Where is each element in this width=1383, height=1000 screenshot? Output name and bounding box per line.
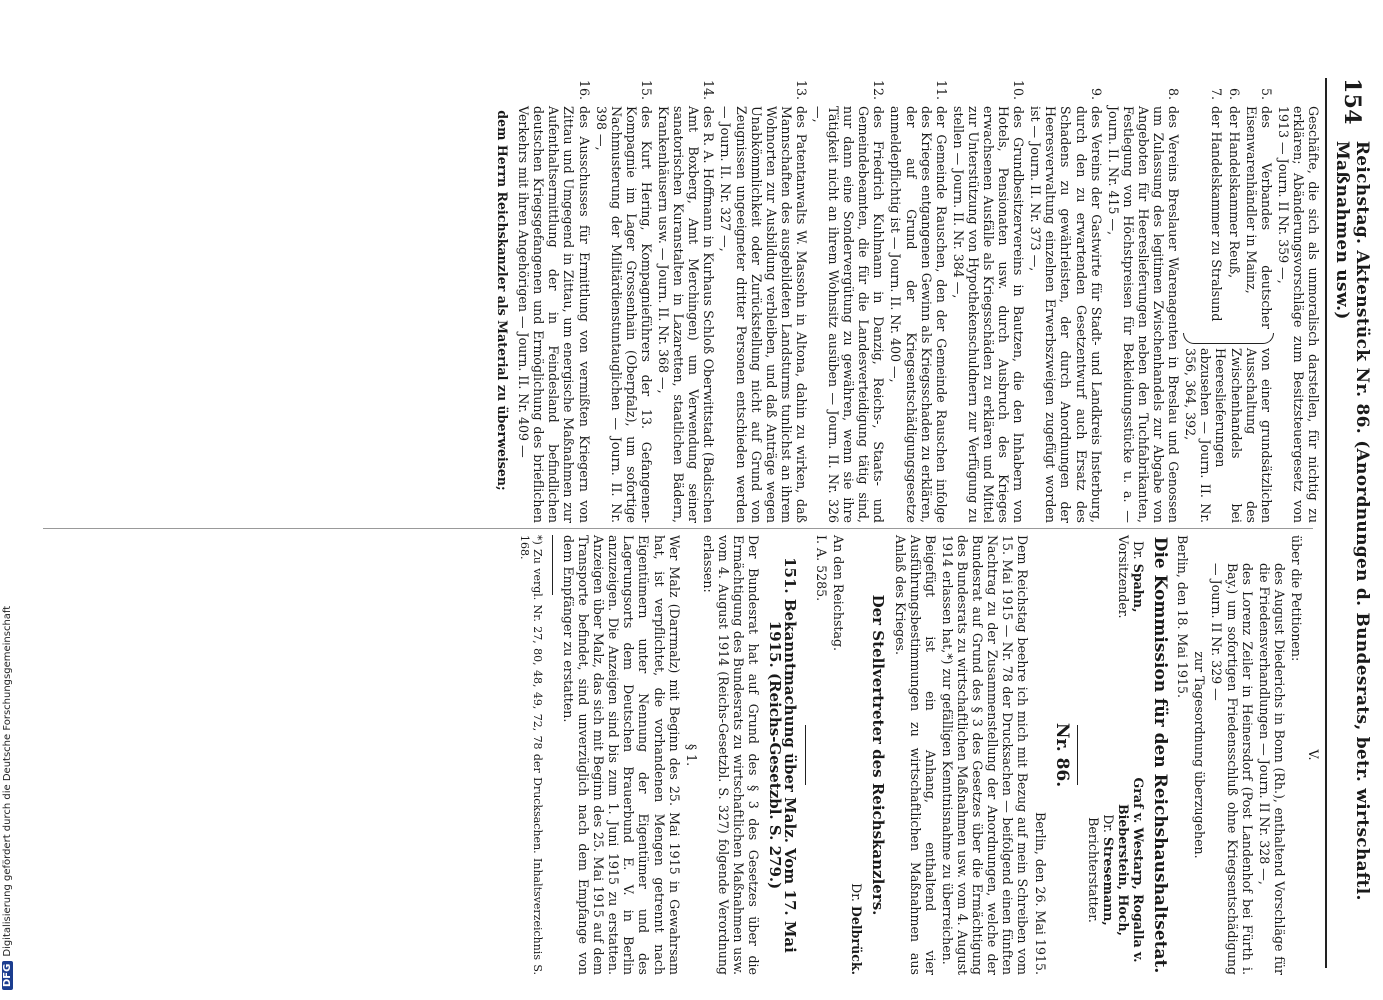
brace <box>1183 333 1274 344</box>
list-item: 7. der Handelskammer zu Stralsund <box>1209 87 1225 322</box>
paragraph-label: § 1. <box>683 743 699 767</box>
right-column <box>516 535 1321 975</box>
signature-left: Dr. Spahn, Vorsitzender. <box>1115 535 1147 619</box>
list-item: 11. der Gemeinde Rauschen, den der Gemeinde Rauschen infolge des Krieges entgangenen Gewinn als Kriegsschaden zu erklären, der auf Grund der Kriegsentschädigungsgesetze anmeldepflichtig ist — Journ. II. Nr. 400 —, <box>888 79 949 523</box>
petitioner-group <box>1183 78 1274 523</box>
tagesordnung-line: zur Tagesordnung überzugehen. <box>1192 651 1208 859</box>
list-item: 15. des Kurt Hering, Kompagnieführers der 13. Gefangenen-Kompagnie im Lager Grossenhain (Oberpfalz), um sofortige Nachmusterung der Militärdienstuntauglichen — Journ. II. Nr. 398 —, <box>593 79 654 523</box>
group-request-text: von einer grundsätzlichen Ausschaltung des Zwischenhandels bei Heereslieferungen abzusehen — Journ. II. Nr. 356, 364, 392, <box>1183 348 1274 523</box>
document-body-annex: Beigefügt ist ein Anhang, enthaltend vier Ausführungsbestimmungen zu wirtschaftlichen Maßnahmen aus Anlaß des Krieges. <box>892 535 938 975</box>
list-item: 8. des Vereins Breslauer Warenagenten in Breslau und Genossen um Zulassung des legitimen Zwischenhandels zur Abgabe von Angeboten für Heereslieferungen neben den Tuchfabrikanten, Festlegung von Höchstpreisen für Bekleidungsstücke u. a. — Journ. II. Nr. 415 —, <box>1105 87 1182 523</box>
intro-text: Geschäfte, die sich als unmoralisch darstellen, für nichtig zu erklären; Abänderungsvorschläge zum Besitzsteuergesetz von 1913 — Journ. II Nr. 359 —, <box>1275 106 1321 523</box>
paragraph-text: Wer Malz (Darrmalz) mit Beginn des 25. Mai 1915 in Gewahrsam hat, ist verpflichtet, die vorhandenen Mengen getrennt nach Eigentümern unter Nennung der Eigentümer und des Lagerungsorts dem Deutschen Brauerbund E. V. in Berlin anzuzeigen. Die Anzeigen sind bis zum 1. Juni 1915 zu erstatten. Anzeigen über Malz, das sich mit Beginn des 25. Mai 1915 auf dem Transporte befindet, sind unverzüglich nach dem Empfange von dem Empfänger zu erstatten. <box>560 535 682 975</box>
section-151-intro: Der Bundesrat hat auf Grund des § 3 des Gesetzes über die Ermächtigung des Bundesrats zu wirtschaftlichen Maßnahmen usw. vom 4. August 1914 (Reichs-Gesetzbl. S. 327) folgende Verordnung erlassen: <box>700 535 762 975</box>
page-number: 154 <box>1339 78 1365 125</box>
list-item: 10. des Grundbesitzervereins in Bautzen, die den Inhabern von Hotels, Pensionaten usw. durch Ausbruch des Krieges erwachsenen Ausfälle als Kriegsschäden zu erklären und Mittel zur Unterstützung von Hypothekenschuldnern zur Verfügung zu stellen — Journ. II. Nr. 384 —, <box>950 79 1027 523</box>
list-item: 13. des Patentanwalts W. Massohn in Altona, dahin zu wirken, daß Mannschaften des ausgebildeten Landsturms tunlichst an ihrem Wohnorten zur Ausbildung verbleiben, und daß Anträge wegen Unabkömmlichkeit oder Zurückstellung nicht auf Grund von Zeugnissen ungeeigneter dritter Personen entschieden werden — Journ. II. Nr. 327 —, <box>718 79 809 523</box>
footnote: *) Zu vergl. Nr. 27, 80, 48, 49, 72, 78 der Drucksachen. Inhaltsverzeichnis S. 168. <box>517 535 544 975</box>
roman-numeral: V. <box>1306 749 1321 761</box>
list-item: 16. des Ausschusses für Ermittlung von vermißten Kriegern von Zittau und Umgegend in Zittau, um energische Maßnahmen zur Aufenthaltsermittlung der in Feindesland befindlichen deutschen Kriegsgefangenen und Ermöglichung des brieflichen Verkehrs mit ihren Angehörigen — Journ. II. Nr. 409 — <box>516 79 592 523</box>
list-item: 5. des Verbandes deutscher Eisenwarenhändler in Mainz, <box>1243 87 1274 329</box>
list-item: 12. des Friedrich Kuhlmann in Danzig, Reichs-, Staats- und Gemeindebeamten, die für die Landesverteidigung tätig sind, nur dann eine Sondervergütung zu gewähren, wenn sie ihre Tätigkeit nicht an ihrem Wohnsitz ausüben — Journ. II. Nr. 326 —, <box>811 79 887 523</box>
column-divider <box>43 528 1313 529</box>
left-column <box>493 78 1321 523</box>
separator-rule <box>1077 725 1078 785</box>
list-item: 6. der Handelskammer Reuß, <box>1226 87 1242 279</box>
list-item: 14. des R. A. Hoffmann in Kurhaus Schloß Oberwittstadt (Badischen Amt Boxberg, Amt Merchingen) um Verwendung seiner sanatorischen Kuranstalten in Lazaretten, staatlichen Bädern, Krankenhäusern usw. — Journ. II. Nr. 368 —, <box>656 79 717 523</box>
separator-rule <box>805 725 806 785</box>
reference-number: I. A. 5285. <box>814 535 830 602</box>
document-date: Berlin, den 26. Mai 1915. <box>1032 811 1048 975</box>
deputy-signature: Dr. Delbrück. <box>848 883 864 975</box>
section-151-heading: 151. Bekanntmachung über Malz. Vom 17. Mai 1915. (Reichs-Gesetzbl. S. 279.) <box>766 557 800 953</box>
running-title: Reichstag. Aktenstück Nr. 86. (Anordnungen d. Bundesrats, betr. wirtschaftl. Maßnahmen usw.) <box>1332 140 1372 901</box>
list-item: 9. des Vereins der Gastwirte für Stadt- und Landkreis Insterburg, durch den zu erwartenden Gesetzentwurf auch Ersatz des Schadens zu gewährleisten, der durch Anordnungen der Heeresverwaltung einzelnen Erwerbszweigen zugefügt worden ist — Journ. II. Nr. 373 —, <box>1028 87 1104 523</box>
document-number-heading: Nr. 86. <box>1051 722 1072 788</box>
petitions-line: über die Petitionen: <box>1288 535 1304 662</box>
closing-line: dem Herrn Reichskanzler als Material zu überweisen; <box>495 110 511 491</box>
deputy-heading: Der Stellvertreter des Reichskanzlers. <box>868 594 887 916</box>
dfg-logo: DFG <box>2 961 13 990</box>
document-body: Dem Reichstag beehre ich mich mit Bezug auf mein Schreiben vom 15. Mai 1915 — Nr. 78 der Drucksachen — beifolgend einen fünften Nachtrag zu der Zusammenstellung der Anordnungen, welche der Bundesrat auf Grund des § 3 des Gesetzes über die Ermächtigung des Bundesrats zu wirtschaftlichen Maßnahmen usw. vom 4. August 1914 erlassen hat,*) zur gefälligen Kenntnisnahme zu überreichen. <box>940 535 1031 975</box>
petition-item: des August Diederichs in Bonn (Rh.), enthaltend Vorschläge für die Friedensverhandlungen — Journ. II Nr. 328 —, <box>1256 563 1287 975</box>
petition-item: des Lorenz Zeiler in Heinersdorf (Post Landenhof bei Fürth i. Bay.) um sofortigen Friedensschluß ohne Kriegsentschädigung — Journ. II Nr. 329 — <box>1209 563 1255 975</box>
commission-heading: Die Kommission für den Reichshaushaltsetat. <box>1150 536 1171 974</box>
signature-right: Graf v. Westarp, Rogalla v. Bieberstein, Hoch, Dr. Stresemann, Berichterstatter. <box>1085 777 1147 963</box>
addressee: An den Reichstag. <box>831 535 847 652</box>
page-header <box>1325 78 1377 968</box>
signature-block <box>1086 535 1146 975</box>
commission-date: Berlin, den 18. Mai 1915. <box>1175 535 1191 699</box>
footnote-rule <box>552 535 553 595</box>
credit-label: Digitalisierung gefördert durch die Deutsche Forschungsgemeinschaft <box>2 605 13 957</box>
